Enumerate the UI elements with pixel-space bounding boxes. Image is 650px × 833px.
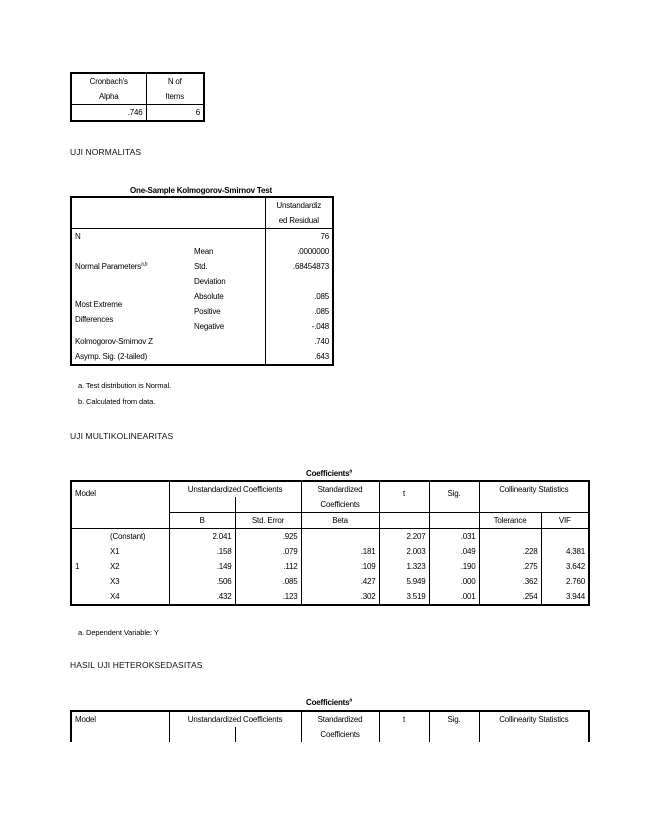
coef-cell-b: .158	[169, 544, 235, 559]
hetero-caption	[70, 698, 588, 707]
ks-test-caption: One-Sample Kolmogorov-Smirnov Test	[130, 186, 272, 195]
ks-z-value: .740	[314, 337, 329, 346]
coefficients-caption	[70, 469, 588, 478]
coef-cell-tol: .362	[479, 574, 541, 589]
hetero-unstd-empty-1	[169, 727, 235, 742]
hetero-sig-header: Sig.	[429, 711, 479, 742]
coef-cell-vif	[541, 529, 589, 545]
coef-std-header-2: Coefficients	[301, 497, 379, 513]
ks-z-label: Kolmogorov-Smirnov Z	[71, 334, 265, 349]
hetero-unstd-header: Unstandardized Coefficients	[169, 711, 301, 727]
ks-positive-value: .085	[314, 307, 329, 316]
coefficients-table	[70, 480, 590, 606]
hetero-unstd-empty-2	[235, 727, 301, 742]
coef-cell-vif: 2.760	[566, 577, 586, 586]
multicollinearity-heading: UJI MULTIKOLINEARITAS	[70, 431, 174, 441]
coef-cell-t: 2.003	[379, 544, 429, 559]
coef-cell-t: 2.207	[379, 529, 429, 545]
ks-asymp-value: .643	[314, 352, 329, 361]
coef-row	[71, 574, 589, 589]
ks-normal-params-label	[71, 244, 191, 289]
coef-cell-b: .506	[169, 574, 235, 589]
coef-row	[71, 544, 589, 559]
coef-cell-sig: .049	[429, 544, 479, 559]
coef-predictor-name: X3	[107, 574, 169, 589]
coef-cell-beta: .109	[301, 559, 379, 574]
ks-negative-value: -.048	[311, 322, 329, 331]
coef-cell-sig: .000	[429, 574, 479, 589]
cronbach-alpha-value: .746	[71, 105, 146, 122]
cronbach-header-2: Alpha	[71, 89, 146, 105]
coef-cell-t: 1.323	[379, 559, 429, 574]
hetero-collin-empty-1	[479, 727, 541, 742]
reliability-table	[70, 72, 205, 122]
coef-cell-sig: .001	[429, 589, 479, 605]
ks-col-header-2: ed Residual	[278, 216, 319, 225]
coef-note: a. Dependent Variable: Y	[78, 628, 159, 637]
coefficients-caption-sup: a	[349, 468, 352, 475]
coef-t-empty	[379, 513, 429, 529]
coef-model-header: Model	[71, 481, 169, 529]
ks-mean-label: Mean	[191, 244, 265, 259]
hetero-model-header: Model	[71, 711, 169, 742]
coef-cell-tol: .275	[479, 559, 541, 574]
coef-collin-empty-2	[541, 497, 589, 513]
coef-vif-header: VIF	[558, 516, 571, 525]
coef-b-header: B	[169, 513, 235, 529]
coef-cell-se: .079	[235, 544, 301, 559]
coef-collin-empty-1	[479, 497, 541, 513]
coef-cell-beta: .181	[301, 544, 379, 559]
ks-n-label: N	[71, 229, 265, 245]
coef-unstd-empty-1	[169, 497, 235, 513]
ks-std-label-2: Deviation	[191, 274, 265, 289]
coef-predictor-name: X4	[107, 589, 169, 605]
ks-extreme-label-2: Differences	[75, 314, 114, 324]
ks-std-label: Std.	[191, 259, 265, 274]
coef-cell-beta	[301, 529, 379, 545]
ks-note-a: a. Test distribution is Normal.	[78, 381, 172, 390]
ks-col-header-1: Unstandardiz	[276, 201, 322, 210]
coef-unstd-empty-2	[235, 497, 301, 513]
ks-mean-value: .0000000	[297, 247, 329, 256]
coef-predictor-name: X2	[107, 559, 169, 574]
coef-row	[71, 529, 589, 545]
coef-cell-tol	[479, 529, 541, 545]
coef-cell-beta: .302	[301, 589, 379, 605]
coef-collin-header: Collinearity Statistics	[499, 485, 569, 494]
ks-absolute-label: Absolute	[191, 289, 265, 304]
coef-row	[71, 589, 589, 605]
ks-positive-label: Positive	[191, 304, 265, 319]
n-items-value: 6	[195, 108, 200, 117]
ks-empty-header-2	[71, 213, 265, 229]
ks-asymp-label: Asymp. Sig. (2-tailed)	[71, 349, 265, 365]
hetero-t-header: t	[379, 711, 429, 742]
coef-sig-header: Sig.	[429, 481, 479, 513]
coef-std-header-1: Standardized	[301, 481, 379, 497]
ks-extreme-label	[71, 289, 191, 334]
coef-predictor-name: (Constant)	[107, 529, 169, 545]
ks-note-b: b. Calculated from data.	[78, 397, 156, 406]
n-items-header-1: N of	[167, 77, 182, 86]
coef-cell-se: .925	[235, 529, 301, 545]
coef-cell-b: .149	[169, 559, 235, 574]
hetero-collin-header: Collinearity Statistics	[499, 715, 569, 724]
coefficients-body	[71, 529, 589, 606]
n-items-header-2: Items	[165, 92, 185, 101]
coef-cell-se: .112	[235, 559, 301, 574]
coefficients-caption-text: Coefficients	[306, 469, 350, 478]
hetero-caption-text: Coefficients	[306, 698, 350, 707]
coef-cell-sig: .031	[429, 529, 479, 545]
hetero-std-header-2: Coefficients	[301, 727, 379, 742]
hetero-table	[70, 710, 590, 742]
coef-cell-sig: .190	[429, 559, 479, 574]
coef-cell-vif: 4.381	[566, 547, 586, 556]
normality-heading: UJI NORMALITAS	[70, 147, 142, 157]
ks-absolute-value: .085	[314, 292, 329, 301]
coef-cell-tol: .254	[479, 589, 541, 605]
ks-n-value: 76	[320, 232, 329, 241]
normal-params-sup: a,b	[140, 261, 148, 268]
hetero-std-header-1: Standardized	[301, 711, 379, 727]
coef-predictor-name: X1	[107, 544, 169, 559]
ks-test-table	[70, 196, 334, 366]
coef-cell-se: .123	[235, 589, 301, 605]
coef-model-number: 1	[75, 562, 80, 571]
cronbach-header-1: Cronbach's	[71, 73, 146, 89]
ks-std-empty	[265, 274, 333, 289]
coef-cell-t: 3.519	[379, 589, 429, 605]
ks-negative-label: Negative	[191, 319, 265, 334]
hetero-collin-empty-2	[541, 727, 589, 742]
coef-cell-tol: .228	[479, 544, 541, 559]
coef-tol-header: Tolerance	[479, 513, 541, 529]
coef-cell-vif: 3.642	[566, 562, 586, 571]
coef-row	[71, 559, 589, 574]
coef-se-header: Std. Error	[235, 513, 301, 529]
coef-unstd-header: Unstandardized Coefficients	[169, 481, 301, 497]
heteroscedasticity-heading: HASIL UJI HETEROKSEDASITAS	[70, 660, 203, 670]
coef-cell-b: .432	[169, 589, 235, 605]
coef-sig-empty	[429, 513, 479, 529]
coef-cell-beta: .427	[301, 574, 379, 589]
coef-cell-t: 5.949	[379, 574, 429, 589]
coef-cell-se: .085	[235, 574, 301, 589]
ks-empty-header	[71, 197, 265, 213]
ks-extreme-label-1: Most Extreme	[75, 299, 122, 309]
coef-beta-header: Beta	[301, 513, 379, 529]
coef-cell-vif: 3.944	[566, 592, 586, 601]
normal-params-text: Normal Parameters	[75, 262, 141, 271]
coef-t-header: t	[379, 481, 429, 513]
coef-cell-b: 2.041	[169, 529, 235, 545]
hetero-caption-sup: a	[349, 697, 352, 704]
ks-std-value: .68454873	[292, 262, 329, 271]
